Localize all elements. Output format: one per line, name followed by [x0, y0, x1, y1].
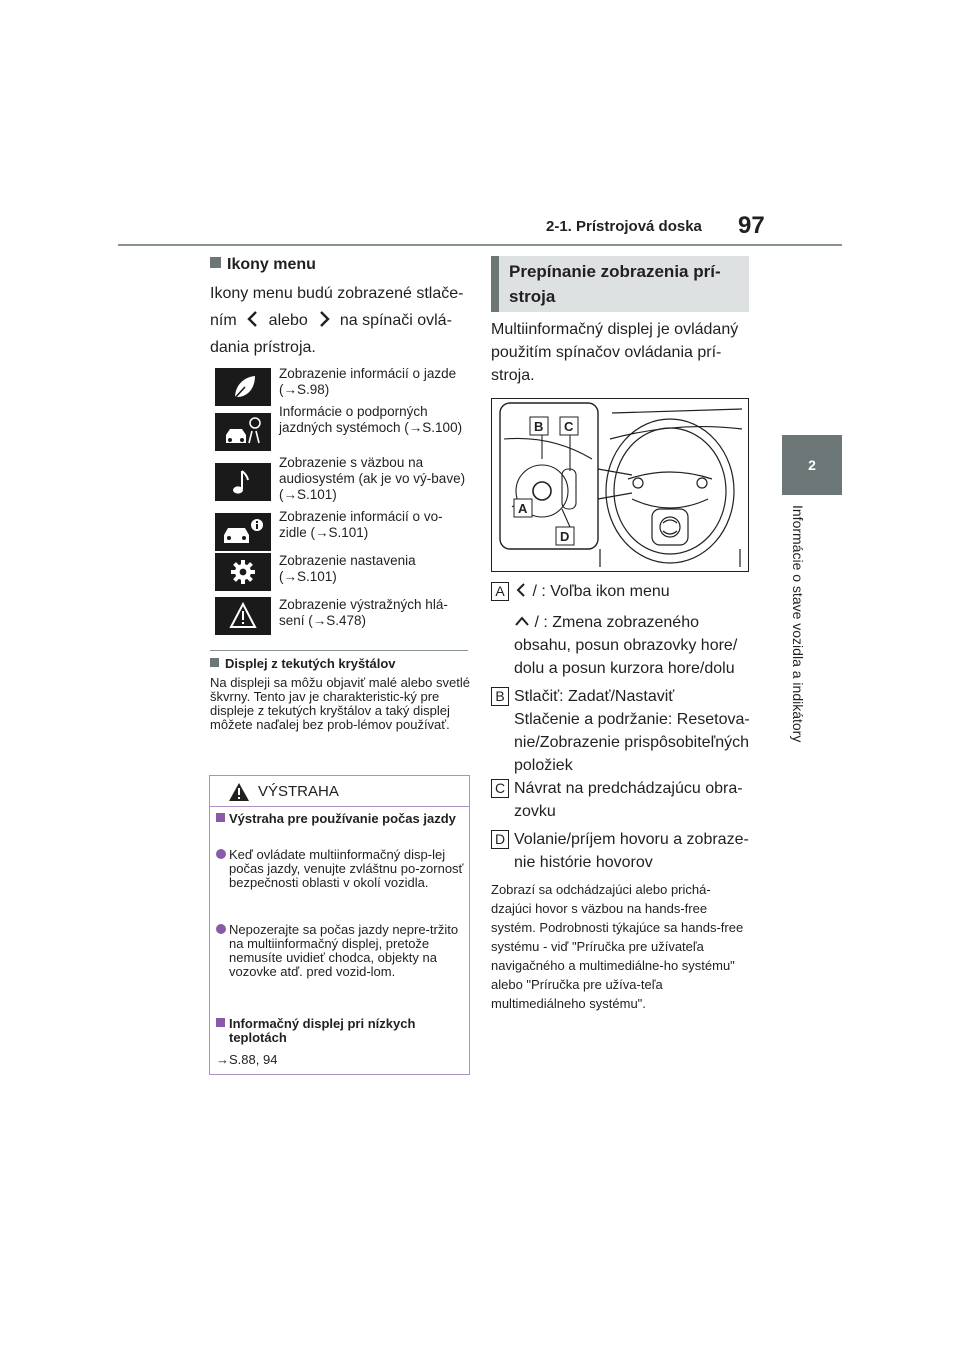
gear-icon: [215, 553, 271, 591]
warning-item-text: →S.88, 94: [216, 1052, 278, 1067]
square-bullet-icon: [216, 1018, 225, 1027]
control-a-line-2-text: / : Zmena zobrazeného obsahu, posun obrazovky hore/ dolu a posun kurzora hore/dolu: [514, 614, 738, 677]
control-item-d-text: Volanie/príjem hovoru a zobraze-nie histórie hovorov: [514, 831, 749, 871]
square-bullet-icon: [216, 813, 225, 822]
figure-label-d: D: [560, 529, 570, 544]
menu-icon-text: Zobrazenie nastavenia (→S.101): [279, 553, 416, 584]
intro-line-3: dania prístroja.: [210, 339, 316, 356]
lcd-heading-text: Displej z tekutých kryštálov: [225, 656, 396, 671]
header-divider: [118, 244, 842, 246]
warning-header: [210, 776, 469, 807]
section-title: 2-1. Prístrojová doska: [546, 218, 702, 235]
control-b-line-1: Stlačiť: Zadať/Nastaviť: [514, 688, 675, 705]
intro-line-2: [210, 307, 470, 334]
control-item-c-text: Návrat na predchádzajúcu obra-zovku: [514, 780, 743, 820]
chevron-left-icon: [243, 309, 263, 329]
chevron-up-icon: [514, 615, 530, 627]
warning-item-text: Výstraha pre používanie počas jazdy: [229, 811, 456, 826]
label-box-a: A: [491, 582, 509, 601]
chapter-side-label: [774, 505, 814, 775]
control-item-a-text: [514, 580, 751, 680]
warning-box: [209, 775, 470, 1075]
control-item-b-text: [514, 685, 751, 777]
menu-icons-heading: [210, 256, 316, 274]
control-a-line-1-text: / : Voľba ikon menu: [532, 583, 670, 600]
vehicle-info-icon: [215, 513, 271, 551]
warning-title: VÝSTRAHA: [258, 783, 339, 800]
lcd-heading: [210, 656, 396, 671]
steering-wheel-illustration: [492, 399, 748, 571]
section-heading: Prepínanie zobrazenia prí-stroja: [509, 262, 721, 306]
figure-label-c: C: [564, 419, 574, 434]
warning-item-text: Keď ovládate multiinformačný disp-lej počas jazdy, venujte zvláštnu po-zornosť bezpečnosti oblasti v okolí vozidla.: [229, 847, 464, 890]
section-heading-box: [491, 256, 749, 312]
chevron-left-icon: [514, 582, 528, 598]
chapter-side-label-text: Informácie o stave vozidla a indikátory: [790, 505, 806, 743]
intro-word-tail: na spínači ovlá-: [339, 312, 452, 329]
menu-icon-text: Informácie o podporných jazdných systémoch (→S.100): [279, 404, 463, 435]
warning-item-text: Informačný displej pri nízkych teplotách: [229, 1016, 416, 1045]
caution-triangle-icon: [228, 782, 250, 802]
menu-icons-intro: [210, 280, 470, 361]
intro-word-nim: ním: [210, 312, 237, 329]
driver-assist-icon: [215, 413, 271, 451]
figure-label-b: B: [534, 419, 544, 434]
intro-word-alebo: alebo: [268, 312, 308, 329]
square-bullet-icon: [210, 658, 219, 667]
lcd-body: Na displeji sa môžu objaviť malé alebo svetlé škvrny. Tento jav je charakteristic-ký pre displeje z tekutých kryštálov a taký displej môžete naďalej bez prob-lémov používať.: [210, 675, 470, 732]
section-intro: Multiinformačný displej je ovládaný použitím spínačov ovládania prí-stroja.: [491, 321, 739, 384]
warning-triangle-icon: [215, 597, 271, 635]
lcd-divider: [210, 650, 468, 651]
round-bullet-icon: [216, 924, 226, 934]
music-note-icon: [215, 463, 271, 501]
square-bullet-icon: [210, 257, 221, 268]
page-number: 97: [738, 212, 765, 239]
label-box-c: C: [491, 779, 509, 798]
leaf-icon: [215, 368, 271, 406]
steering-wheel-figure: [491, 398, 749, 572]
hands-free-note: Zobrazí sa odchádzajúci alebo prichá-dzajúci hovor s väzbou na hands-free systém. Podrobnosti týkajúce sa hands-free systému - viď "Príručka pre užívateľa navigačného a multimediálne-ho systému" alebo "Príručka pre užíva-teľa multimediálneho systému".: [491, 882, 744, 1011]
label-box-b: B: [491, 687, 509, 706]
label-box-d: D: [491, 830, 509, 849]
menu-icon-text: Zobrazenie informácií o jazde (→S.98): [279, 366, 457, 397]
warning-item-text: Nepozerajte sa počas jazdy nepre-tržito na multiinformačný displej, pretože nemusíte uvidieť chodca, objekty na vozovke atď. pred vozid-lom.: [229, 922, 459, 979]
control-a-line-1: [514, 580, 751, 603]
menu-icon-text: Zobrazenie výstražných hlá-sení (→S.478): [279, 597, 448, 628]
menu-icons-heading-text: Ikony menu: [227, 256, 316, 273]
figure-label-a: A: [518, 501, 528, 516]
control-a-line-2: [514, 611, 751, 680]
round-bullet-icon: [216, 849, 226, 859]
chevron-right-icon: [314, 309, 334, 329]
chapter-tab: [782, 435, 842, 495]
control-b-line-2: Stlačenie a podržanie: Resetova-nie/Zobrazenie prispôsobiteľných položiek: [514, 711, 750, 774]
menu-icon-text: Zobrazenie informácií o vo-zidle (→S.101): [279, 509, 443, 540]
menu-icon-text: Zobrazenie s väzbou na audiosystém (ak je vo vý-bave) (→S.101): [279, 455, 466, 502]
intro-line-1: Ikony menu budú zobrazené stlače-: [210, 285, 464, 302]
chapter-number: 2: [808, 457, 816, 473]
